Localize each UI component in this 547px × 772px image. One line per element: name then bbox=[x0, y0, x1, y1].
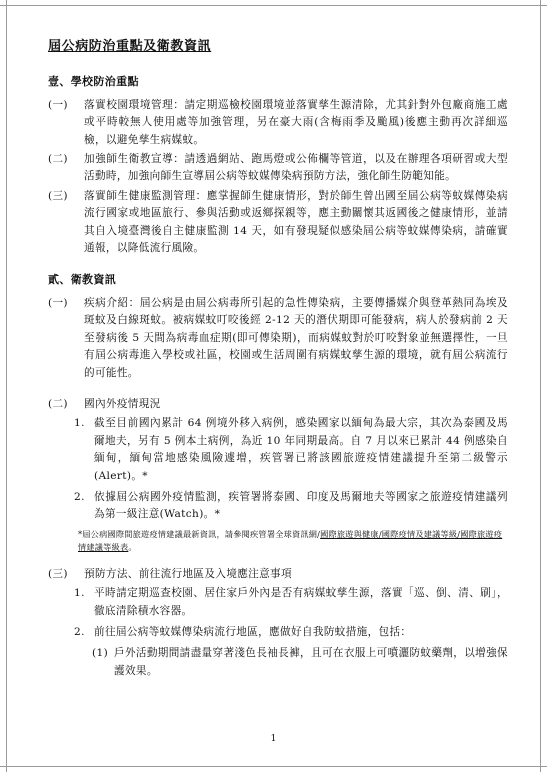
item-tag: (一) bbox=[48, 296, 68, 309]
point-text: 平時請定期巡查校園、居住家戶外內是否有病媒蚊孳生源，落實「巡、倒、清、刷」，徹底清除積水容器。 bbox=[94, 587, 508, 617]
item-tag: (一) bbox=[48, 98, 68, 111]
section-heading-school: 壹、學校防治重點 bbox=[48, 75, 139, 89]
item-tag: (三) bbox=[48, 189, 68, 202]
numbered-point bbox=[48, 415, 508, 485]
sub-point bbox=[48, 645, 508, 680]
point-text: 依據屆公病國外疫情監測，疾管署將泰國、印度及馬爾地夫等國家之旅遊疫情建議列為第一級注意(Watch)。* bbox=[94, 490, 508, 521]
page-border-top bbox=[0, 5, 547, 6]
numbered-point bbox=[48, 624, 508, 641]
item-tag: (二) bbox=[48, 153, 68, 166]
item-tag: (二) bbox=[48, 397, 68, 410]
item-heading: 預防方法、前往流行地區及入境應注意事項 bbox=[84, 567, 292, 580]
page-number: 1 bbox=[270, 734, 277, 744]
point-number: 1. bbox=[74, 587, 85, 600]
item-tag: (三) bbox=[48, 567, 68, 580]
point-number: 1. bbox=[74, 417, 85, 430]
item-text: 加強師生衛教宣導：請透過網站、跑馬燈或公佈欄等管道，以及在辦理各項研習或大型活動時，加強向師生宣導屆公病等蚊媒傳染病預防方法，強化師生防範知能。 bbox=[84, 153, 508, 183]
point-number: 2. bbox=[74, 490, 85, 503]
list-item bbox=[48, 566, 508, 583]
list-item bbox=[48, 151, 508, 186]
document-body bbox=[48, 38, 508, 682]
footnote-text: *屆公病國際間旅遊疫情建議最新資訊，請參閱疾管署全球資訊網/ bbox=[78, 528, 321, 539]
document-title: 屆公病防治重點及衛教資訊 bbox=[48, 39, 212, 54]
footnote-link[interactable]: 國際旅遊與健康/國際疫情及建議等級/國際旅遊疫情建議等級表 bbox=[78, 528, 503, 552]
page-border-right bbox=[540, 0, 541, 772]
page-border-bottom bbox=[0, 766, 547, 767]
item-text: 疾病介紹：屆公病是由屆公病毒所引起的急性傳染病，主要傳播媒介與登革熱同為埃及斑蚊及白線斑蚊。被病媒蚊叮咬後經 2-12 天的潛伏期即可能發病，病人於發病前 2 天至發病後 5 天間為病毒血症期(即可傳染期)，而病媒蚊對於叮咬對象並無選擇性，一旦有屆公病毒進入學校或社區，校園或生活周圍有病媒蚊孳生源的環境，就有屆公病流行的可能性。 bbox=[84, 296, 508, 379]
sub-point-text: 戶外活動期間請盡量穿著淺色長袖長褲，且可在衣服上可噴灑防蚊藥劑，以增強保護效果。 bbox=[114, 647, 508, 677]
page-border-left bbox=[6, 0, 7, 772]
list-item bbox=[48, 188, 508, 258]
list-item bbox=[48, 396, 508, 413]
item-text: 落實校園環境管理：請定期巡檢校園環境並落實孳生源清除，尤其針對外包廠商施工處或平時較無人使用處等加強管理，另在豪大雨(含梅雨季及颱風)後應主動再次詳細巡檢，以避免孳生病媒蚊。 bbox=[84, 98, 508, 146]
sub-point-number: (1) bbox=[92, 647, 109, 660]
item-heading: 國內外疫情現況 bbox=[84, 397, 161, 410]
point-text: 截至目前國內累計 64 例境外移入病例，感染國家以緬甸為最大宗，其次為泰國及馬爾地夫，另有 5 例本土病例，為近 10 年同期最高。自 7 月以來已累計 44 例感染自緬甸，緬甸當地感染風險遽增，疾管署已將該國旅遊疫情建議提升至第二級警示(Alert)。* bbox=[94, 417, 508, 482]
numbered-point bbox=[48, 585, 508, 620]
list-item bbox=[48, 295, 508, 382]
numbered-point bbox=[48, 489, 508, 524]
list-item bbox=[48, 97, 508, 149]
point-text: 前往屆公病等蚊媒傳染病流行地區，應做好自我防蚊措施，包括： bbox=[94, 625, 412, 638]
section-heading-health-education: 貳、衛教資訊 bbox=[48, 273, 117, 287]
footnote-end: 。 bbox=[128, 541, 137, 552]
item-text: 落實師生健康監測管理：應掌握師生健康情形，對於師生曾出國至屆公病等蚊媒傳染病流行國家或地區旅行、參與活動或返鄉探親等，應主動關懷其返國後之健康情形，並請其自入境臺灣後自主健康監測 14 天，如有發現疑似感染屆公病等蚊媒傳染病，請確實通報，以降低流行風險。 bbox=[84, 189, 508, 255]
footnote bbox=[48, 528, 508, 554]
point-number: 2. bbox=[74, 625, 85, 638]
